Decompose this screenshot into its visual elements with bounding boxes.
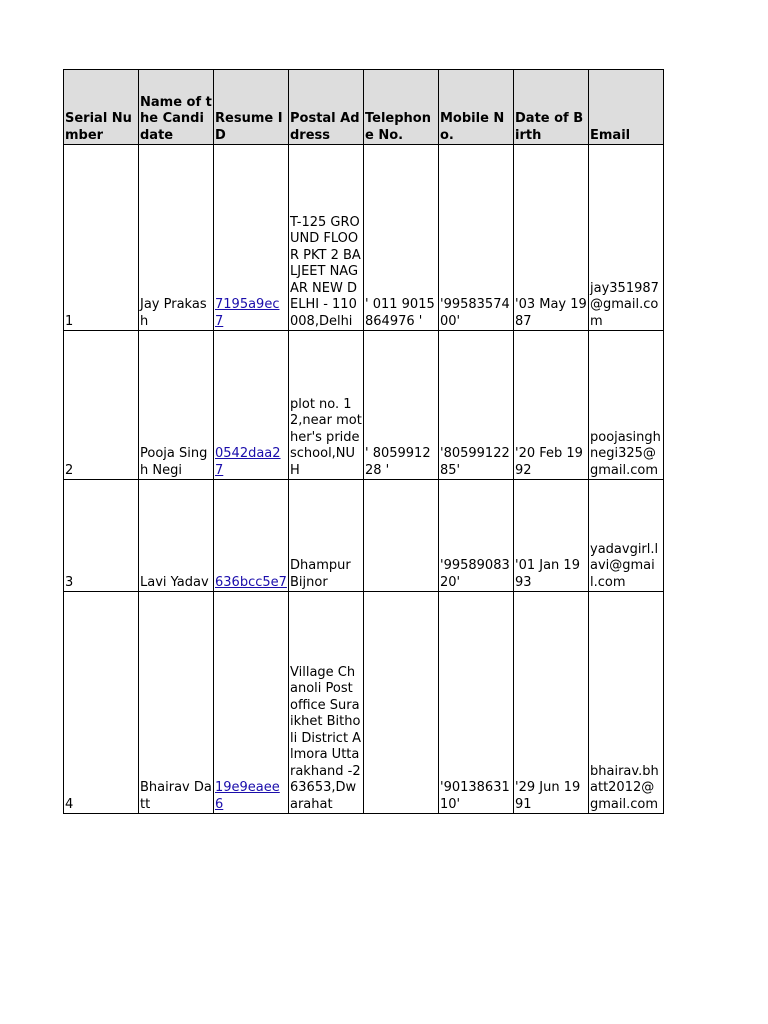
dob-cell: '03 May 1987: [514, 145, 589, 331]
address-cell: plot no. 12,near mother's pride school,NUH: [289, 331, 364, 480]
serial-cell: 1: [64, 145, 139, 331]
resume-link[interactable]: 7195a9ec7: [215, 297, 280, 329]
table-row: [64, 480, 664, 592]
header-mobile: Mobile No.: [439, 70, 514, 145]
name-cell: Bhairav Datt: [139, 592, 214, 814]
resume-link[interactable]: 19e9eaee6: [215, 780, 280, 812]
header-resume-id: Resume ID: [214, 70, 289, 145]
table-row: [64, 592, 664, 814]
candidate-table: [63, 69, 664, 814]
dob-cell: '20 Feb 1992: [514, 331, 589, 480]
telephone-cell: [364, 480, 439, 592]
telephone-cell: ' 011 9015864976 ': [364, 145, 439, 331]
mobile-cell: '9958357400': [439, 145, 514, 331]
address-cell: T-125 GROUND FLOOR PKT 2 BALJEET NAGAR NEW DELHI - 110008,Delhi: [289, 145, 364, 331]
email-cell: jay351987@gmail.com: [589, 145, 664, 331]
resume-link[interactable]: 0542daa27: [215, 446, 281, 478]
header-date-of-birth: Date of Birth: [514, 70, 589, 145]
serial-cell: 4: [64, 592, 139, 814]
header-email: Email: [589, 70, 664, 145]
dob-cell: '01 Jan 1993: [514, 480, 589, 592]
name-cell: Pooja Singh Negi: [139, 331, 214, 480]
header-postal-address: Postal Address: [289, 70, 364, 145]
address-cell: Dhampur Bijnor: [289, 480, 364, 592]
table-row: [64, 145, 664, 331]
name-cell: Jay Prakash: [139, 145, 214, 331]
telephone-cell: ' 805991228 ': [364, 331, 439, 480]
email-cell: poojasinghnegi325@gmail.com: [589, 331, 664, 480]
resume-id-cell: [214, 145, 289, 331]
name-cell: Lavi Yadav: [139, 480, 214, 592]
address-cell: Village Chanoli Post office Suraikhet Bitholi District Almora Uttarakhand -263653,Dwarahat: [289, 592, 364, 814]
resume-id-cell: [214, 480, 289, 592]
dob-cell: '29 Jun 1991: [514, 592, 589, 814]
serial-cell: 2: [64, 331, 139, 480]
email-cell: yadavgirl.lavi@gmail.com: [589, 480, 664, 592]
table-row: [64, 331, 664, 480]
header-serial-number: Serial Number: [64, 70, 139, 145]
header-candidate-name: Name of the Candidate: [139, 70, 214, 145]
mobile-cell: '9958908320': [439, 480, 514, 592]
telephone-cell: [364, 592, 439, 814]
email-cell: bhairav.bhatt2012@gmail.com: [589, 592, 664, 814]
resume-id-cell: [214, 331, 289, 480]
resume-id-cell: [214, 592, 289, 814]
mobile-cell: '8059912285': [439, 331, 514, 480]
header-telephone: Telephone No.: [364, 70, 439, 145]
header-row: [64, 70, 664, 145]
serial-cell: 3: [64, 480, 139, 592]
resume-link[interactable]: 636bcc5e7: [215, 574, 287, 590]
mobile-cell: '9013863110': [439, 592, 514, 814]
